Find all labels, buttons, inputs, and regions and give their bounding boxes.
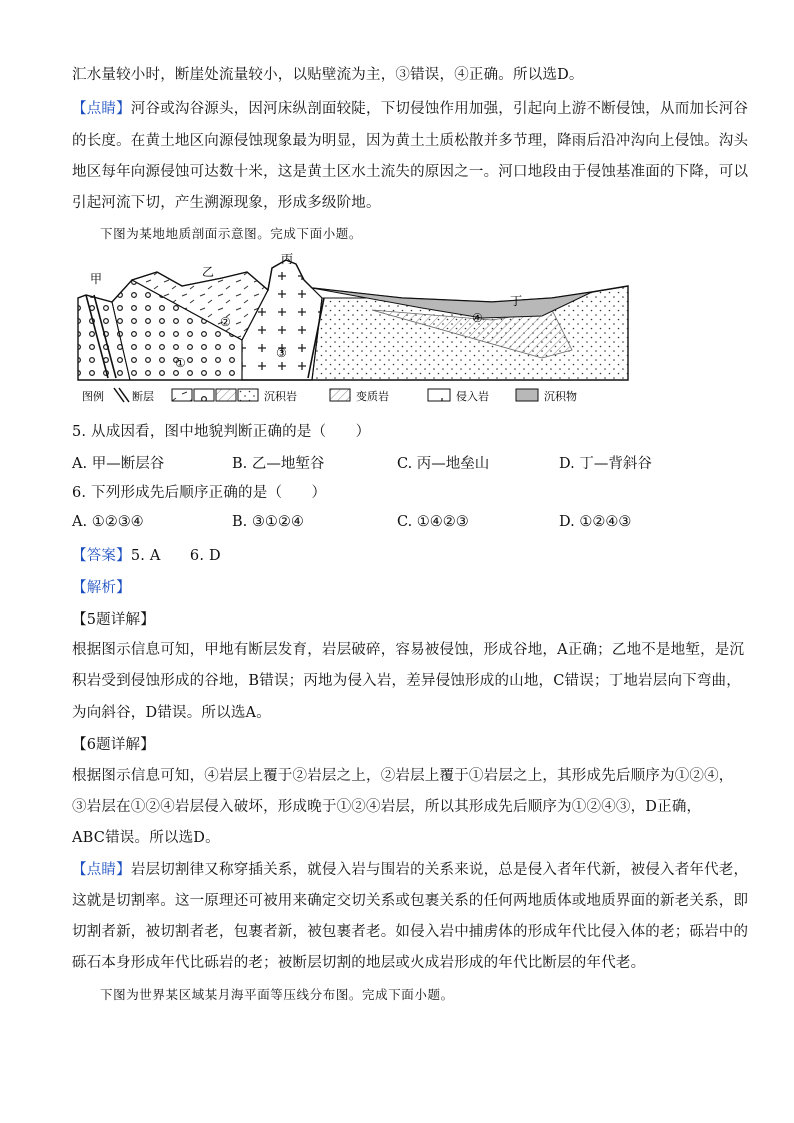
paragraph-line: 积岩受到侵蚀形成的谷地，B错误；丙地为侵入岩，差异侵蚀形成的山地，C错误；丁地岩层向下弯曲， bbox=[72, 673, 741, 689]
question-6-stem: 6. 下列形成先后顺序正确的是（ ） bbox=[72, 485, 327, 501]
paragraph-line: 地区每年向源侵蚀可达数十米，这是黄土区水土流失的原因之一。河口地段由于侵蚀基准面的下降，可以 bbox=[72, 164, 749, 180]
legend-title: 图例 bbox=[82, 390, 104, 403]
option-d: D. 丁—背斜谷 bbox=[559, 456, 652, 472]
paragraph-line: 砾石本身形成年代比砾岩的老；被断层切割的地层或火成岩形成的年代比断层的年代老。 bbox=[72, 955, 646, 971]
dianjing-paragraph-line bbox=[72, 860, 749, 880]
legend-swatch-deposit bbox=[516, 389, 538, 401]
fault-symbol-icon bbox=[114, 388, 129, 402]
label-ding: 丁 bbox=[510, 294, 523, 308]
q6-detail-heading: 【6题详解】 bbox=[72, 737, 155, 753]
option-c: C. ①④②③ bbox=[397, 514, 469, 530]
paragraph-line: 的长度。在黄土地区向源侵蚀现象最为明显，因为黄土土质松散并多节理，降雨后沿冲沟向上侵蚀。沟头 bbox=[72, 133, 749, 149]
label-circle-3: ③ bbox=[276, 346, 287, 360]
legend-deposit: 沉积物 bbox=[544, 390, 577, 403]
paragraph-line: 为向斜谷，D错误。所以选A。 bbox=[72, 705, 271, 721]
paragraph-line: 切割者新，被切割者老，包裹者新，被包裹者老。如侵入岩中捕虏体的形成年代比侵入体的老；砾岩中的 bbox=[72, 924, 749, 940]
paragraph-line: ③岩层在①②④岩层侵入破坏，形成晚于①②④岩层，所以其形成先后顺序为①②④③，D正确， bbox=[72, 799, 702, 815]
paragraph-line: 根据图示信息可知，甲地有断层发育，岩层破碎，容易被侵蚀，形成谷地，A正确；乙地不是地堑，是沉 bbox=[72, 642, 745, 658]
q5-detail-heading: 【5题详解】 bbox=[72, 612, 155, 628]
option-d: D. ①②④③ bbox=[559, 514, 632, 530]
label-yi: 乙 bbox=[202, 265, 215, 279]
legend-swatch-dash bbox=[172, 389, 192, 401]
legend-fault: 断层 bbox=[132, 390, 154, 403]
analysis-heading: 【解析】 bbox=[72, 580, 131, 596]
paragraph-line: 根据图示信息可知，④岩层上覆于②岩层之上，②岩层上覆于①岩层之上，其形成先后顺序为①②④， bbox=[72, 768, 734, 784]
paragraph-line: 汇水量较小时，断崖处流量较小，以贴壁流为主，③错误，④正确。所以选D。 bbox=[72, 67, 584, 83]
label-circle-2: ② bbox=[220, 315, 231, 329]
paragraph-line: 这就是切割率。这一原理还可被用来确定交切关系或包裹关系的任何两地质体或地质界面的新老关系，即 bbox=[72, 893, 749, 909]
legend-intrusive: 侵入岩 bbox=[456, 390, 489, 403]
legend-swatch-intrusive bbox=[428, 389, 450, 401]
option-b: B. ③①②④ bbox=[232, 514, 304, 530]
question-5-options bbox=[72, 452, 732, 472]
option-a: A. ①②③④ bbox=[72, 514, 144, 530]
question-6-options bbox=[72, 514, 732, 534]
label-circle-1: ① bbox=[175, 356, 186, 370]
answer-line bbox=[72, 546, 732, 566]
dianjing-tag: 【点睛】 bbox=[72, 862, 131, 878]
dianjing-paragraph-line bbox=[72, 99, 749, 119]
geologic-section-svg bbox=[72, 250, 652, 410]
label-circle-4: ④ bbox=[472, 311, 483, 325]
legend-sedimentary: 沉积岩 bbox=[264, 390, 297, 403]
figure-caption: 下图为世界某区域某月海平面等压线分布图。完成下面小题。 bbox=[100, 987, 454, 1002]
answer-tag: 【答案】 bbox=[72, 548, 131, 564]
legend-metamorphic: 变质岩 bbox=[356, 390, 389, 403]
legend-swatch-dots bbox=[238, 389, 258, 401]
label-jia: 甲 bbox=[90, 272, 103, 286]
legend-swatch-hatch bbox=[216, 389, 236, 401]
paragraph-line: 引起河流下切，产生溯源现象，形成多级阶地。 bbox=[72, 195, 381, 211]
option-a: A. 甲—断层谷 bbox=[72, 456, 165, 472]
figure-caption: 下图为某地地质剖面示意图。完成下面小题。 bbox=[100, 226, 363, 241]
option-b: B. 乙—地堑谷 bbox=[232, 456, 325, 472]
label-bing: 丙 bbox=[281, 252, 294, 266]
question-5-stem: 5. 从成因看，图中地貌判断正确的是（ ） bbox=[72, 424, 371, 440]
option-c: C. 丙—地垒山 bbox=[397, 456, 490, 472]
dianjing-text: 岩层切割律又称穿插关系，就侵入岩与围岩的关系来说，总是侵入者年代新，被侵入者年代老， bbox=[130, 862, 749, 878]
legend-swatch-circle bbox=[194, 389, 214, 401]
geologic-section-figure bbox=[72, 250, 652, 410]
legend-swatch-metamorphic bbox=[330, 389, 350, 401]
dianjing-text: 河谷或沟谷源头，因河床纵剖面较陡，下切侵蚀作用加强，引起向上游不断侵蚀，从而加长河谷 bbox=[130, 101, 749, 117]
answer-text: 5. A 6. D bbox=[130, 548, 221, 564]
figure-legend bbox=[82, 388, 577, 403]
dianjing-tag: 【点睛】 bbox=[72, 101, 131, 117]
paragraph-line: ABC错误。所以选D。 bbox=[72, 830, 220, 846]
